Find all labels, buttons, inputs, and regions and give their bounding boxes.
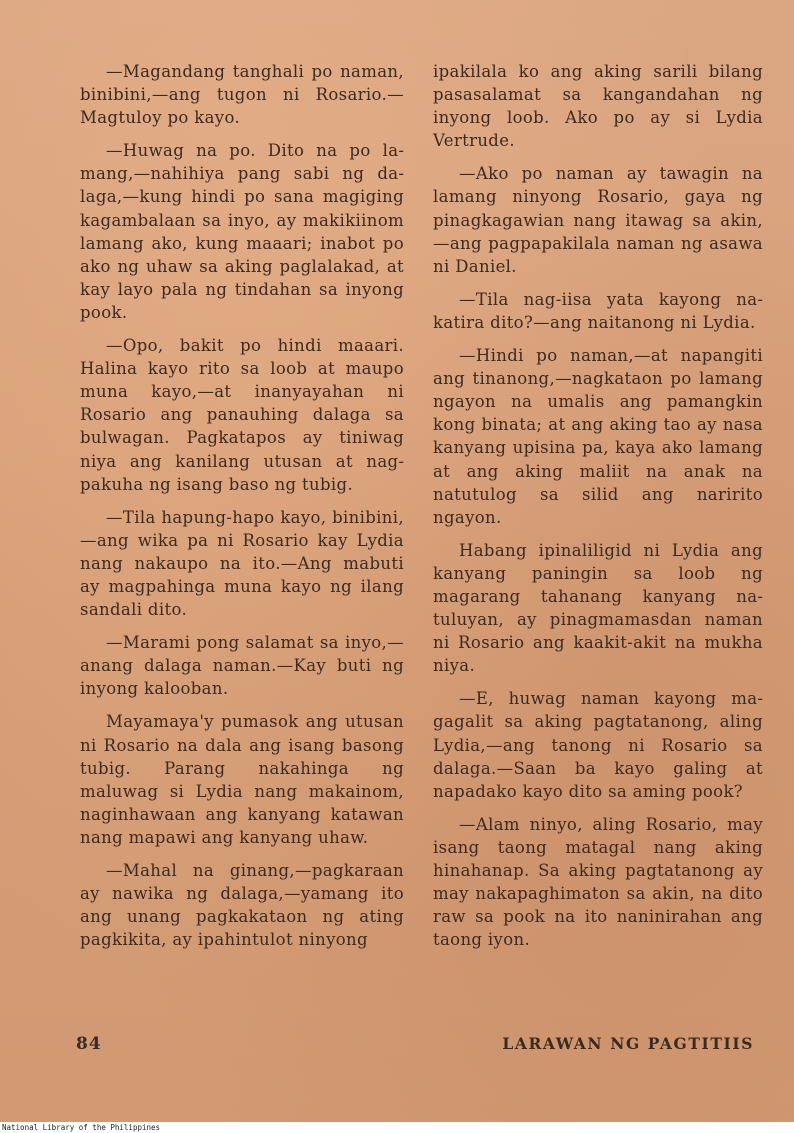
paragraph: ipakilala ko ang aking sarili bilang pasasalamat sa kangandahan ng inyong loob. Ako po ay si Lydia Vertrude. — [433, 62, 763, 151]
library-credit: National Library of the Philippines — [2, 1123, 161, 1132]
paragraph: —Hindi po naman,—at napangiti ang tinanong,—nagkataon po lamang ngayon na umalis ang pamangkin kong binata; at ang aking tao ay nasa kanyang upisina pa, kaya ako lamang at ang aking maliit na anak na natutulog sa silid ang naririto ngayon. — [433, 346, 763, 527]
right-text-column — [433, 60, 763, 961]
running-title: LARAWAN NG PAGTITIIS — [502, 1034, 754, 1053]
paragraph: Mayamaya'y pumasok ang utusan ni Rosario na dala ang isang basong tubig. Parang nakahinga ng maluwag si Lydia nang makainom, naginhawaan ang kanyang katawan nang mapawi ang kanyang uhaw. — [80, 712, 404, 847]
paragraph: —Opo, bakit po hindi maaari. Halina kayo rito sa loob at maupo muna kayo,—at inanyayahan ni Rosario ang panauhing dalaga sa bulwagan. Pagkatapos ay tiniwag niya ang kanilang utusan at nagpakuha ng isang baso ng tubig. — [80, 336, 404, 494]
left-text-column — [80, 60, 404, 961]
paragraph: —Huwag na po. Dito na po lamang,—nahihiya pang sabi ng dalaga,—kung hindi po sana magiging kagambalaan sa inyo, ay makikiinom lamang ako, kung maaari; inabot po ako ng uhaw sa aking paglalakad, at kay layo pala ng tindahan sa inyong pook. — [80, 141, 404, 322]
paragraph: —Alam ninyo, aling Rosario, may isang taong matagal nang aking hinahanap. Sa aking pagtatanong ay may nakapaghimaton sa akin, na dito raw sa pook na ito naninirahan ang taong iyon. — [433, 814, 763, 950]
page-number: 84 — [76, 1034, 102, 1054]
paragraph: —Tila nag-iisa yata kayong nakatira dito?—ang naitanong ni Lydia. — [433, 289, 763, 332]
paragraph: —Mahal na ginang,—pagkaraan ay nawika ng dalaga,—yamang ito ang unang pagkakataon ng ating pagkikita, ay ipahintulot ninyong — [80, 861, 404, 950]
paragraph: —Tila hapung-hapo kayo, binibini,—ang wika pa ni Rosario kay Lydia nang nakaupo na ito.—Ang mabuti ay magpahinga muna kayo ng ilang sandali dito. — [80, 507, 404, 620]
paragraph: Habang ipinaliligid ni Lydia ang kanyang paningin sa loob ng magarang tahanang kanyang natuluyan, ay pinagmamasdan naman ni Rosario ang kaakit-akit na mukha niya. — [433, 540, 763, 676]
paragraph: —Magandang tanghali po naman, binibini,—ang tugon ni Rosario.—Magtuloy po kayo. — [80, 62, 404, 128]
paragraph: —Marami pong salamat sa inyo,—anang dalaga naman.—Kay buti ng inyong kalooban. — [80, 633, 404, 699]
paragraph: —E, huwag naman kayong magagalit sa aking pagtatanong, aling Lydia,—ang tanong ni Rosario sa dalaga.—Saan ba kayo galing at napadako kayo dito sa aming pook? — [433, 689, 763, 801]
paragraph: —Ako po naman ay tawagin na lamang ninyong Rosario, gaya ng pinagkagawian nang itawag sa akin,—ang pagpapakilala naman ng asawa ni Daniel. — [433, 164, 763, 276]
